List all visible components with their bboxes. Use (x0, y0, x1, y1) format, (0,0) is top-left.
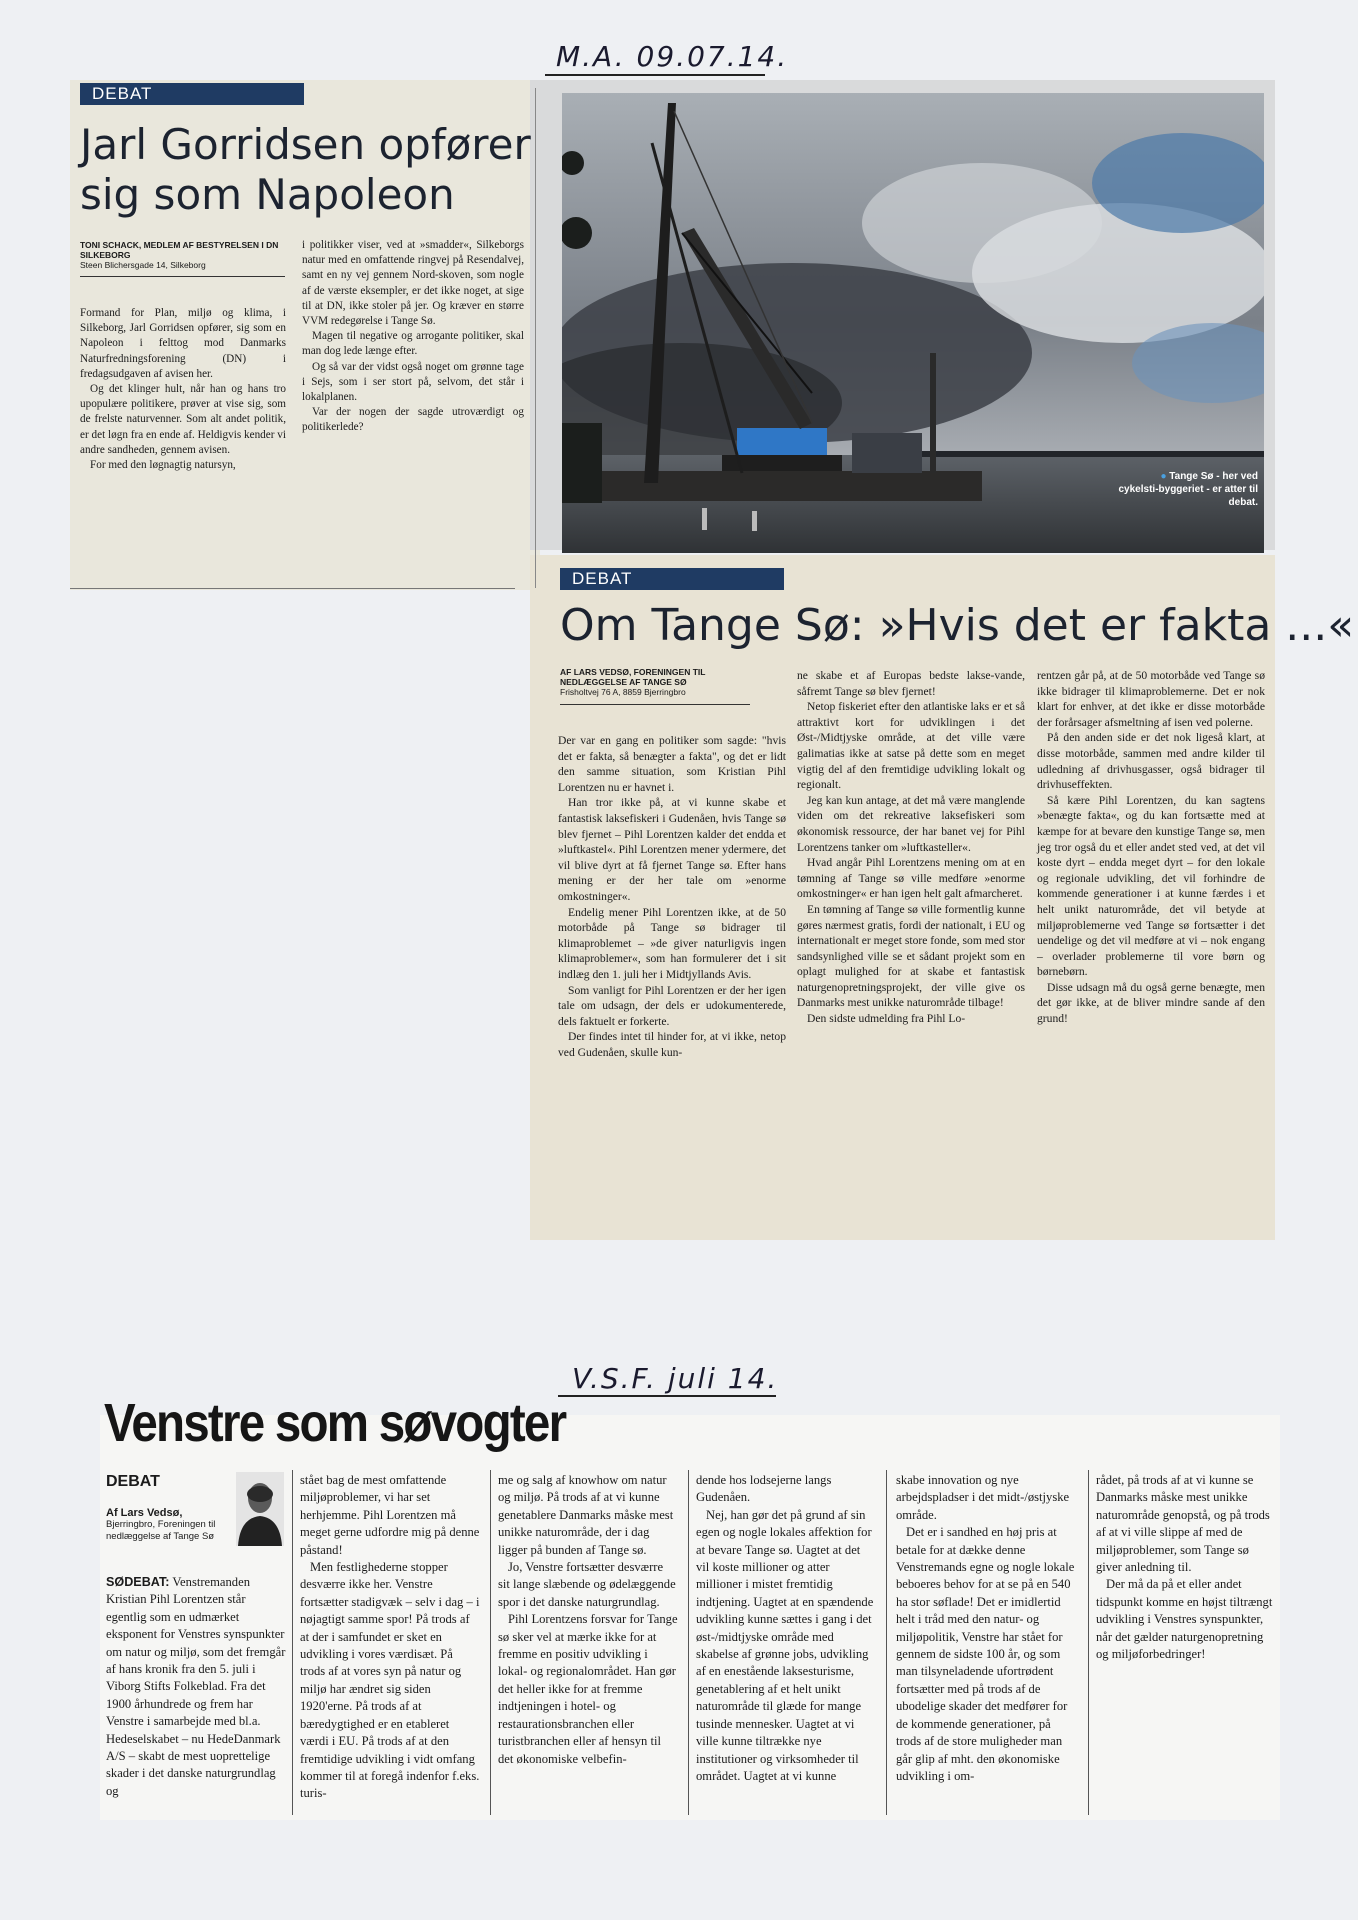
article-column: Der var en gang en politiker som sagde: "hvis det er fakta, så benægter a fakta", og det er lidt den samme situation, som Kristian Pihl Lorentzen nu er havnet i. Han tror ikke på, at vi kunne skabe et fantastisk laksefiskeri i Gudenåen, hvis Tange sø blev fjernet – Pihl Lorentzen kalder det endda et »luftkastel«. Pihl Lorentzen mener ydermere, det vil blive dyrt at få fjernet Tange sø. Efter hans mening er der her tale om »enorme omkostninger«. Endelig mener Pihl Lorentzen ikke, at de 50 motorbåde på Tange sø bidrager til klimaproblemet – »de giver naturligvis ingen klimaproblemer«, som han formulerer det i sit indlæg den 1. juli her i Midtjyllands Avis. Som vanligt for Pihl Lorentzen er der her igen tale om udsagn, der dels er udokumenterede, dels faktuelt er forkerte. Der findes intet til hinder for, at vi ikke, netop ved Gudenåen, skulle kun- (558, 734, 786, 1059)
article-column: rådet, på trods af at vi kunne se Danmarks måske mest unikke naturområde genopstå, og på trods af at vi ville slippe af med de miljøproblemer, som Tange sø giver anledning til. Der må da på et eller andet tidspunkt komme en højst tiltrængt udvikling i Venstres synspunkter, når det gælder naturgenopretning og miljøforbedringer! (1096, 1473, 1273, 1662)
column-divider (490, 1470, 491, 1815)
divider (70, 588, 515, 589)
article-column: i politikker viser, ved at »smadder«, Silkeborgs natur med en omfattende ringvej på Resendalvej, samt en ny vej gennem Nord-skoven, som nogle af de værste eksempler, er det ikke noget, at sige til at DN, ikke stoler på jer. Og kræver en større VVM redegørelse i Tange Sø. Magen til negative og arrogante politiker, skal man dog lede længe efter. Og så var der vidst også noget om grønne tage i Sejs, som i ser stort på, selvom, det står i lokalplanen. Var der nogen der sagde utroværdigt og politikerlede? (302, 239, 524, 434)
handwritten-underline (558, 1395, 776, 1397)
author-photo (236, 1472, 284, 1546)
column-divider (292, 1470, 293, 1815)
section-tag: DEBAT (80, 83, 304, 105)
column-divider (688, 1470, 689, 1815)
author-address: Frisholtvej 76 A, 8859 Bjerringbro (560, 687, 686, 697)
author: TONI SCHACK, MEDLEM AF BESTYRELSEN I DN SILKEBORG (80, 240, 279, 260)
photo-caption: ● Tange Sø - her ved cykelsti-byggeriet - er atter til debat. (1118, 471, 1258, 508)
handwritten-date-top: M.A. 09.07.14. (556, 40, 789, 73)
byline (560, 667, 750, 705)
article-column: me og salg af knowhow om natur og miljø. På trods af at vi kunne genetablere Danmarks måske mest unikke naturområde, der i dag ligger på bunden af Tange sø. Jo, Venstre fortsætter desværre sit lange slæbende og ødelæggende spor i det danske naturgrundlag. Pihl Lorentzens forsvar for Tange sø sker vel at mærke ikke for at fremme en positiv udvikling i lokal- og regionalområdet. Han gør det heller ikke for at fremme indtjeningen i hotel- og restaurationsbranchen eller turistbranchen eller af hensyn til det økonomiske velbefin- (498, 1473, 678, 1766)
section-tag: DEBAT (560, 568, 784, 590)
author: Af Lars Vedsø, (106, 1507, 183, 1519)
author: AF LARS VEDSØ, FORENINGEN TIL NEDLÆGGELSE AF TANGE SØ (560, 667, 706, 687)
article-column: ne skabe et af Europas bedste lakse-vande, såfremt Tange sø blev fjernet! Netop fiskeriet efter den atlantiske laks er et så attraktivt kort for udviklingen i det Øst-/Midtjyske område, at det ville være galimatias ikke at satse på dette som en meget vigtig del af den fremtidige udvikling lokalt og regionalt. Jeg kan kun antage, at det må være manglende viden om det rekreative laksefiskeri som økonomisk ressource, der har banet vej for Pihl Lorentzens tanker om »luftkasteller«. Hvad angår Pihl Lorentzens mening om at en tømning af Tange sø ville medføre »enorme omkostninger« er han igen helt galt afmarcheret. En tømning af Tange sø ville formentlig kunne gøres nærmest gratis, fordi der nationalt, i EU og internationalt er meget store fonde, som med stor sandsynlighed ville se et sådant projekt som en oplagt mulighed for at skabe et fantastisk naturgenopretningsprojekt, der ville give os Danmarks mest unikke naturområde tilbage! Den sidste udmelding fra Pihl Lo- (797, 669, 1025, 1026)
author-affiliation: Bjerringbro, Foreningen til nedlæggelse af Tange Sø (106, 1519, 216, 1542)
byline (80, 240, 285, 277)
handwritten-underline (545, 74, 765, 76)
headline: Jarl Gorridsen opfører sig som Napoleon (80, 120, 531, 219)
handwritten-date-middle: V.S.F. juli 14. (572, 1362, 779, 1395)
article-column: rentzen går på, at de 50 motorbåde ved Tange sø ikke bidrager til klimaproblemerne. Det er nok klart for enhver, at det ikke er disse motorbåde der forårsager afsmeltning af isen ved polerne. På den anden side er det nok ligeså klart, at disse motorbåde, sammen med andre kilder til udledning af drivhusgasser, også bidrager til drivhuseffekten. Så kære Pihl Lorentzen, du kan sagtens »benægte fakta«, og du kan fortsætte med at kæmpe for at bevare den kunstige Tange sø, men jeg tror også du et eller andet sted ved, at det vil koste dyrt – endda meget dyrt – for den lokale og regionale udvikling, det vil forhindre de kommende generationer i at kunne færdes i et helt unikt naturområde, det vil betyde at miljøproblemerne ved Tange sø fortsætter i det uendelige og det vil medføre at vi – nok engang – overlader problemerne til vore børn og børnebørn. Disse udsagn må du også gerne benægte, men det gør ikke, at de bliver mindre sande af den grund! (1037, 669, 1265, 1026)
headline: Om Tange Sø: »Hvis det er fakta ...« (560, 600, 1355, 651)
divider (80, 276, 285, 277)
article-column: Formand for Plan, miljø og klima, i Silkeborg, Jarl Gorridsen opfører, sig som en Napoleon i felttog mod Danmarks Naturfredningsforening (DN) i fredagsudgaven af avisen her. Og det klinger hult, når han og hans tro upopulære politikere, prøver at vise sig, som de frelste naturvenner. Som alt andet politik, er det løgn fra en ende af. Heldigvis kender vi andre sandheden, gennem avisen. For med den løgnagtig natursyn, (80, 307, 286, 472)
kicker: SØDEBAT: (106, 1575, 170, 1589)
author-address: Steen Blichersgade 14, Silkeborg (80, 260, 206, 270)
column-divider (1088, 1470, 1089, 1815)
divider (560, 704, 750, 705)
article-column: skabe innovation og nye arbejdspladser i det midt-/østjyske område. Det er i sandhed en høj pris at betale for at dække denne Venstremands egne og nogle lokale beboeres behov for at se på en 540 ha stor søflade! Det er imidlertid helt i tråd med den natur- og miljøpolitik, Venstre har stået for gennem de sidste 100 år, og som man tilsyneladende ufortrødent fortsætter med på trods af de ubodelige skader det medfører for de kommende generationer, på trods af de store muligheder man går glip af mht. den økonomiske udvikling i om- (896, 1473, 1075, 1783)
avatar (236, 1472, 284, 1546)
bullet-icon: ● (1160, 471, 1170, 482)
section-label: DEBAT (106, 1473, 160, 1490)
headline: Venstre som søvogter (104, 1393, 566, 1453)
column-divider (886, 1470, 887, 1815)
article-column: stået bag de mest omfattende miljøproblemer, vi har set herhjemme. Pihl Lorentzen må meget gerne udfordre mig på denne påstand! Men festlighederne stopper desværre ikke her. Venstre fortsætter stadigvæk – selv i dag – i nøjagtigt samme spor! På trods af at der i samfundet er sket en udvikling i vores værdisæt. På trods af at vores syn på natur og miljø har ændret sig siden 1920'erne. På trods af at bæredygtighed er en etableret værdi i EU. På trods af at den fremtidige udvikling i vidt omfang kommer til at foregå indenfor f.eks. turis- (300, 1473, 480, 1801)
article-column: SØDEBAT: Venstremanden Kristian Pihl Lorentzen står egentlig som en udmærket eksponent for Venstres synspunkter om natur og miljø, som det fremgår af hans kronik fra den 5. juli i Viborg Stifts Folkeblad. Fra det 1900 århundrede og frem har Venstre i samarbejde med bl.a. Hedeselskabet – nu HedeDanmark A/S – skabt de mest uoprettelige skader i det danske naturgrundlag og (106, 1575, 286, 1798)
article-column: dende hos lodsejerne langs Gudenåen. Nej, han gør det på grund af sin egen og nogle lokales affektion for at bevare Tange sø. Uagtet at det vil koste millioner og atter millioner i mistet fremtidig indtjening. Uagtet at en spændende udvikling kunne sættes i gang i det øst-/midtjyske område med skabelse af grønne jobs, udvikling af en enestående laksesturisme, genetablering af et helt unikt naturområde til glæde for mange tusinde mennesker. Uagtet at vi ville kunne tiltrække nye institutioner og virksomheder til området. Uagtet at vi kunne (696, 1473, 874, 1783)
